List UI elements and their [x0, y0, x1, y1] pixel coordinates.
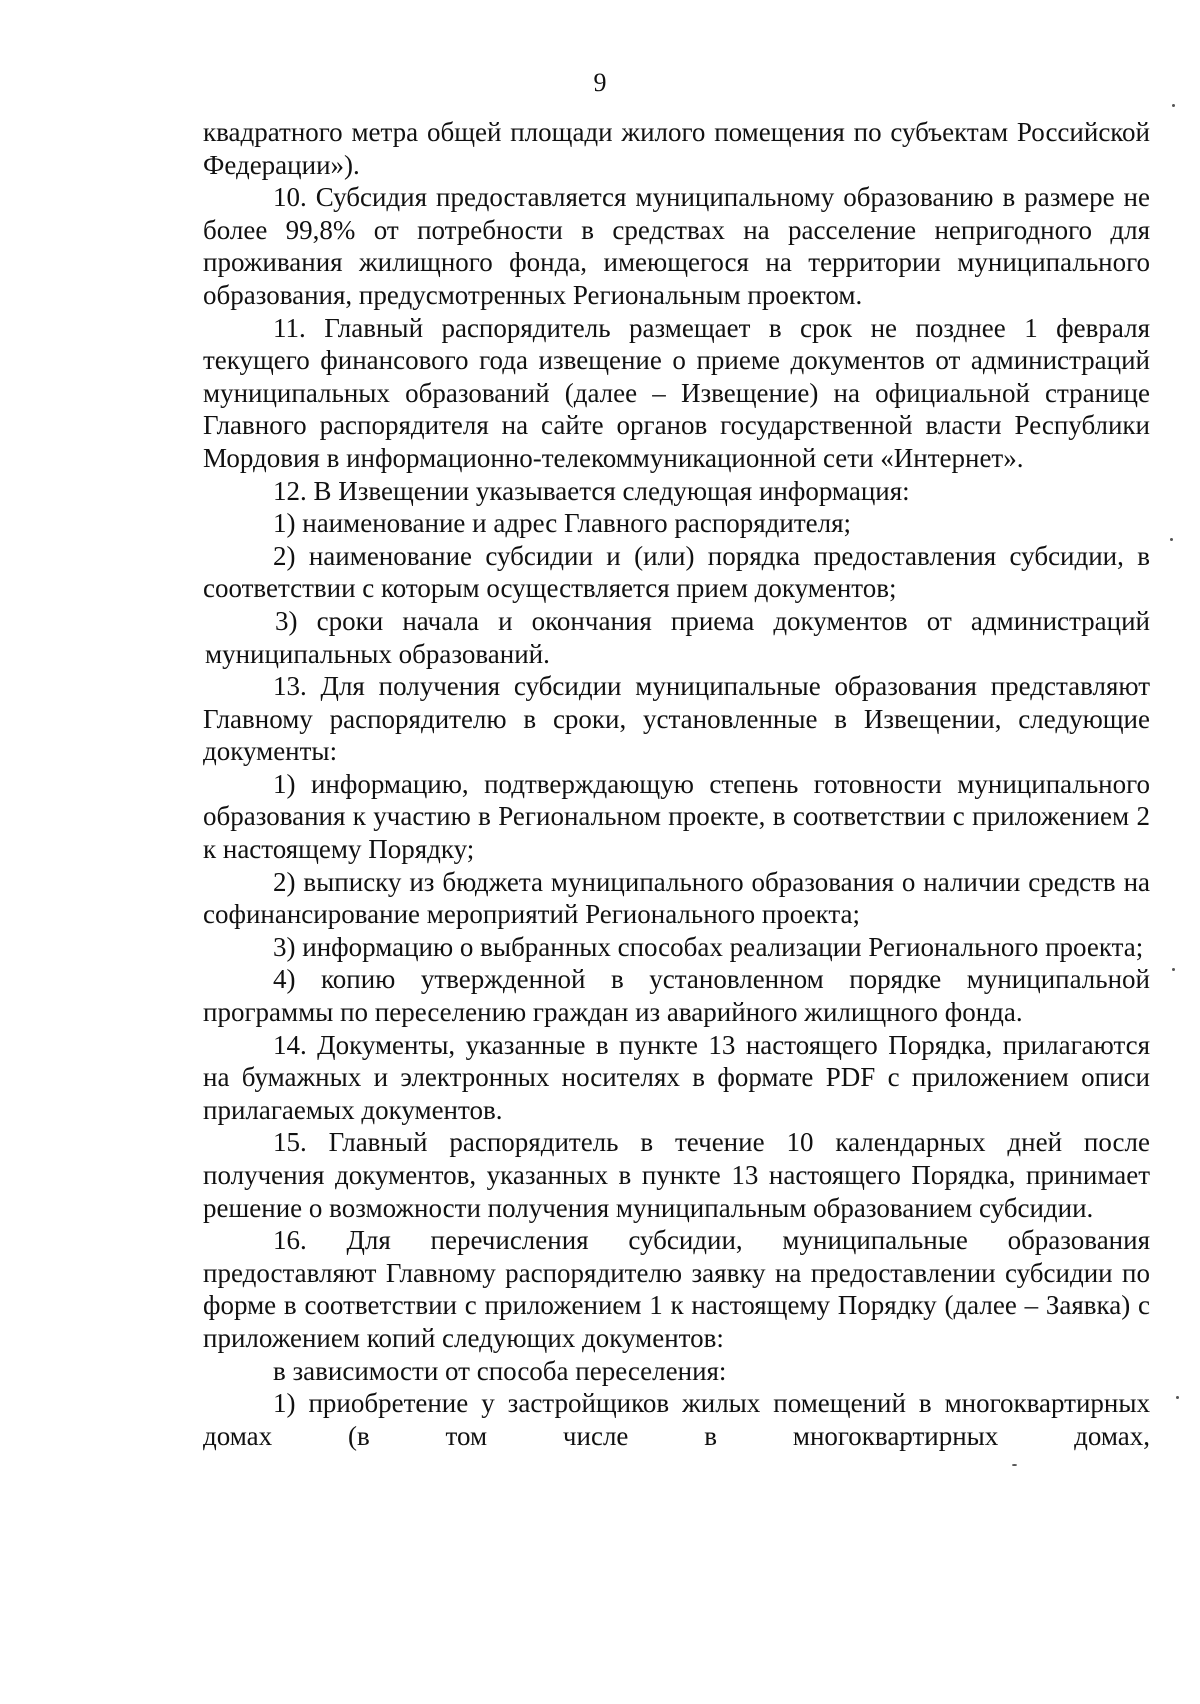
- paragraph-continuation: квадратного метра общей площади жилого помещения по субъектам Российской Федерации»).: [203, 117, 1150, 180]
- document-body: [203, 116, 1150, 1452]
- paragraph-14: 14. Документы, указанные в пункте 13 настоящего Порядка, прилагаются на бумажных и электронных носителях в формате PDF с приложением описи прилагаемых документов.: [203, 1029, 1150, 1125]
- paragraph-16: 16. Для перечисления субсидии, муниципальные образования предоставляют Главному распорядителю заявку на предоставлении субсидии по форме в соответствии с приложением 1 к настоящему Порядку (далее – Заявка) с приложением копий следующих документов:: [203, 1225, 1150, 1353]
- paragraph-16-item-1: 1) приобретение у застройщиков жилых помещений в многоквартирных домах (в том числе в многоквартирных домах,: [203, 1388, 1150, 1451]
- paragraph-13-item-3: 3) информацию о выбранных способах реализации Регионального проекта;: [273, 931, 1144, 962]
- paragraph-13-item-2: 2) выписку из бюджета муниципального образования о наличии средств на софинансирование мероприятий Регионального проекта;: [203, 866, 1150, 930]
- paragraph-12-item-2: 2) наименование субсидии и (или) порядка предоставления субсидии, в соответствии с которым осуществляется прием документов;: [203, 540, 1150, 604]
- paragraph-12-item-3: 3) сроки начала и окончания приема документов от администраций муниципальных образований.: [205, 605, 1150, 669]
- page-number: 9: [593, 68, 607, 97]
- paragraph-13-item-4: 4) копию утвержденной в установленном порядке муниципальной программы по переселению граждан из аварийного жилищного фонда.: [203, 964, 1150, 1028]
- scan-speck: [1170, 538, 1173, 541]
- paragraph-15: 15. Главный распорядитель в течение 10 календарных дней после получения документов, указанных в пункте 13 настоящего Порядка, принимает решение о возможности получения муниципальным образованием субсидии.: [203, 1127, 1150, 1223]
- paragraph-12-item-1: 1) наименование и адрес Главного распорядителя;: [273, 508, 852, 539]
- scan-speck: [1012, 1464, 1017, 1466]
- paragraph-16-intro: в зависимости от способа переселения:: [273, 1355, 727, 1386]
- scan-speck: [1172, 104, 1175, 107]
- paragraph-12: 12. В Извещении указывается следующая информация:: [273, 475, 910, 506]
- paragraph-10: 10. Субсидия предоставляется муниципальному образованию в размере не более 99,8% от потребности в средствах на расселение непригодного для проживания жилищного фонда, имеющегося на территории муниципального образования, предусмотренных Региональным проектом.: [203, 182, 1150, 310]
- scan-speck: [1176, 1396, 1179, 1399]
- scan-speck: [1172, 968, 1175, 971]
- paragraph-13: 13. Для получения субсидии муниципальные образования представляют Главному распорядителю в сроки, установленные в Извещении, следующие документы:: [203, 671, 1150, 767]
- paragraph-13-item-1: 1) информацию, подтверждающую степень готовности муниципального образования к участию в Региональном проекте, в соответствии с приложением 2 к настоящему Порядку;: [203, 768, 1150, 865]
- paragraph-11: 11. Главный распорядитель размещает в срок не позднее 1 февраля текущего финансового года извещение о приеме документов от администраций муниципальных образований (далее – Извещение) на официальной странице Главного распорядителя на сайте органов государственной власти Республики Мордовия в информационно-телекоммуникационной сети «Интернет».: [203, 312, 1150, 473]
